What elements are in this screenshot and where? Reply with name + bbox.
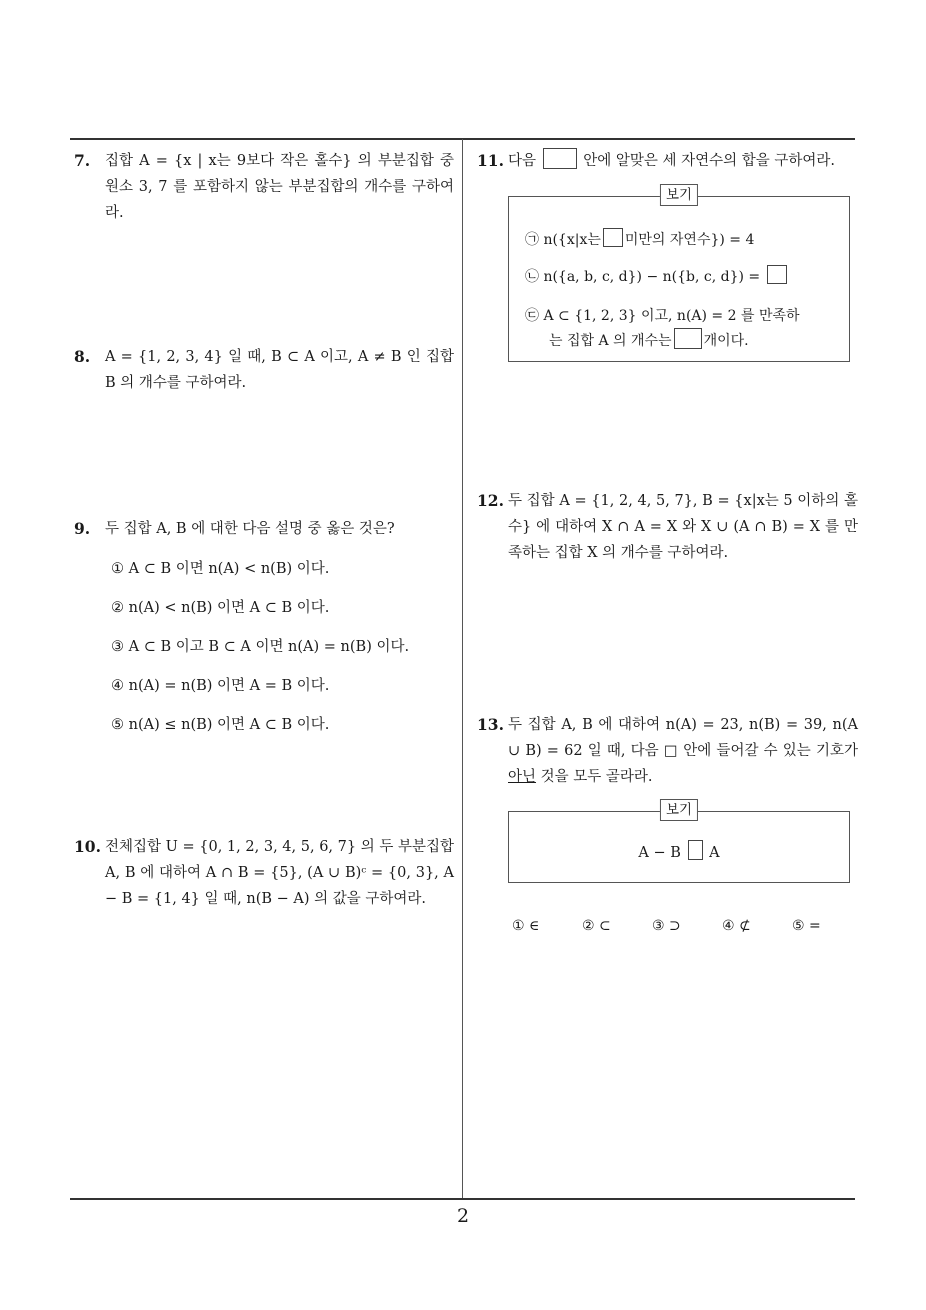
problem-number: 8.	[74, 347, 91, 366]
choice-list	[105, 556, 454, 751]
column-divider	[462, 139, 463, 1199]
choice-item[interactable]: ② ⊂	[582, 918, 611, 934]
choice-item[interactable]: ① A ⊂ B 이면 n(A) < n(B) 이다.	[111, 561, 330, 577]
choice-item[interactable]: ⑤ =	[792, 918, 821, 934]
page-number: 2	[456, 1205, 470, 1227]
problem-11	[477, 148, 857, 174]
answer-blank	[688, 840, 703, 860]
problem-text: 집합 A = {x | x는 9보다 작은 홀수} 의 부분집합 중 원소 3, 7 를 포함하지 않는 부분집합의 개수를 구하여라.	[105, 153, 454, 221]
bogi-box	[508, 802, 850, 883]
underlined-word: 아닌	[508, 769, 537, 785]
choice-item[interactable]: ③ ⊃	[652, 918, 681, 934]
problem-number: 7.	[74, 151, 91, 170]
problem-13	[477, 712, 858, 790]
problem-text: 두 집합 A = {1, 2, 4, 5, 7}, B = {x|x는 5 이하의 홀수} 에 대하여 X ∩ A = X 와 X ∪ (A ∩ B) = X 를 만족하는 집합 X 의 개수를 구하여라.	[508, 493, 858, 561]
problem-text: A = {1, 2, 3, 4} 일 때, B ⊂ A 이고, A ≠ B 인 집합 B 의 개수를 구하여라.	[105, 349, 454, 391]
bogi-label: 보기	[660, 184, 698, 206]
problem-text: 두 집합 A, B 에 대한 다음 설명 중 옳은 것은?	[105, 521, 395, 537]
problem-9	[74, 516, 454, 751]
choice-item[interactable]: ① ∈	[512, 918, 540, 934]
problem-10	[74, 834, 454, 912]
problem-number: 9.	[74, 519, 91, 538]
choice-item[interactable]: ⑤ n(A) ≤ n(B) 이면 A ⊂ B 이다.	[111, 717, 330, 733]
bogi-item-b: ㉡ n({a, b, c, d}) − n({b, c, d}) =	[525, 264, 837, 290]
bogi-item-a: ㉠ n({x|x는 미만의 자연수}) = 4	[525, 227, 837, 253]
bottom-rule	[70, 1198, 855, 1200]
problem-number: 12.	[477, 491, 504, 510]
choice-item[interactable]: ② n(A) < n(B) 이면 A ⊂ B 이다.	[111, 600, 330, 616]
problem-number: 13.	[477, 715, 504, 734]
problem-12	[477, 488, 858, 566]
problem-text-part: 안에 알맞은 세 자연수의 합을 구하여라.	[583, 153, 835, 169]
problem-number: 11.	[477, 151, 504, 170]
problem-text: 전체집합 U = {0, 1, 2, 3, 4, 5, 6, 7} 의 두 부분집합 A, B 에 대하여 A ∩ B = {5}, (A ∪ B)ᶜ = {0, 3}, A − B = {1, 4} 일 때, n(B − A) 의 값을 구하여라.	[105, 839, 454, 907]
answer-blank	[674, 328, 702, 349]
answer-blank	[767, 265, 787, 284]
choice-item[interactable]: ④ n(A) = n(B) 이면 A = B 이다.	[111, 678, 330, 694]
choice-item[interactable]: ④ ⊄	[722, 918, 751, 934]
bogi-item-c: ㉢ A ⊂ {1, 2, 3} 이고, n(A) = 2 를 만족하	[525, 308, 800, 324]
choice-item[interactable]: ③ A ⊂ B 이고 B ⊂ A 이면 n(A) = n(B) 이다.	[111, 639, 410, 655]
bogi-expression: A − B A	[509, 840, 849, 866]
problem-text: 두 집합 A, B 에 대하여 n(A) = 23, n(B) = 39, n(A ∪ B) = 62 일 때, 다음 □ 안에 들어갈 수 있는 기호가 아닌 것을 모두 골라라.	[508, 717, 858, 785]
bogi-item-c-cont: 는 집합 A 의 개수는 개이다.	[549, 328, 837, 354]
choice-row	[512, 914, 862, 938]
answer-blank	[603, 228, 623, 247]
problem-number: 10.	[74, 837, 101, 856]
bogi-box	[508, 187, 850, 362]
bogi-label: 보기	[660, 799, 698, 821]
problem-7	[74, 148, 454, 226]
problem-text	[508, 148, 857, 174]
problem-text-part: 다음	[508, 153, 537, 169]
answer-blank	[543, 148, 577, 169]
problem-8	[74, 344, 454, 396]
